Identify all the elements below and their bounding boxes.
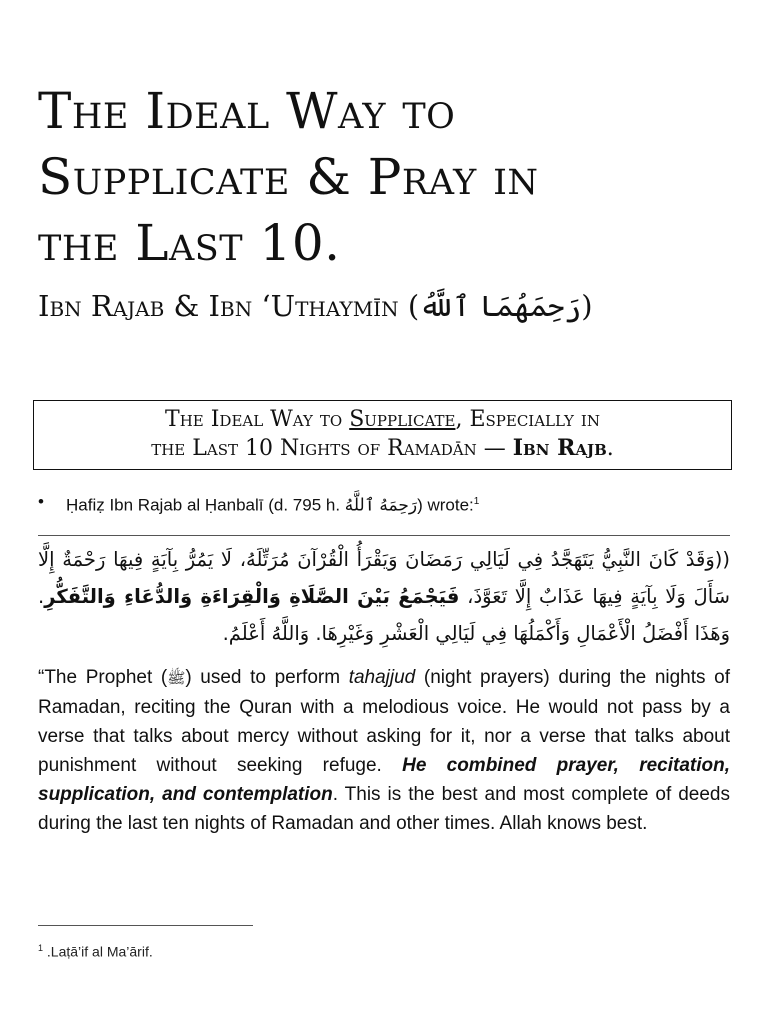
translation-part-2: ) used to perform [185,667,349,688]
title-line-3: the Last 10. [38,214,341,272]
document-subtitle [38,286,738,326]
footnote [38,938,153,962]
salawat-glyph: ﷺ [167,669,186,687]
arabic-text-1: ((وَقَدْ كَانَ النَّبِيُّ يَتَهَجَّدُ فِي لَيَالِي رَمَضَانَ وَيَقْرَأُ الْقُرْآنَ مُرَتِّلَهُ، لَا يَمُرُّ بِآيَةٍ فِيهَا رَحْمَةٌ إِلَّا سَأَلَ وَلَا بِآيَةٍ فِيهَا عَذَابٌ إِلَّا تَعَوَّذَ، [38,548,730,608]
footnote-divider [38,925,253,926]
translation-part-3: (night prayers) during the nights of Ramadan, reciting the Quran with a melodious voice. He would not pass by a verse that talks about mercy without asking for it, nor a verse that talks about punishment without seeking refuge. [38,667,731,776]
title-line-1: The Ideal Way to [38,82,456,140]
translation-emphasis: He combined prayer, recitation, supplication, and contemplation [38,755,730,805]
title-line-2: Supplicate & Pray in [38,148,539,206]
footnote-text: .Laṭā’if al Ma’ārif. [43,943,153,960]
bullet-marker: • [38,492,44,511]
english-translation [38,663,730,838]
footnote-number: 1 [38,943,44,953]
translation-part-4: . This is the best and most complete of deeds during the last ten nights of Ramadan and other times. Allah knows best. [38,784,730,834]
boxed-section-heading [33,400,732,470]
horizontal-divider [38,535,730,536]
translation-part-1: “The Prophet ( [38,667,168,688]
arabic-quote [38,541,730,652]
heading-part-3: the Last 10 Nights of Ramadān — [151,436,513,461]
heading-part-2: , Especially in [455,407,600,432]
arabic-bold-text: فَيَجْمَعُ بَيْنَ الصَّلَاةِ وَالْقِرَاءَةِ وَالدُّعَاءِ وَالتَّفَكُّرِ [44,585,460,608]
subtitle-authors: Ibn Rajab & Ibn ‘Uthaymīn [38,289,399,323]
heading-part-1: The Ideal Way to [165,407,350,432]
arabic-text-2: . وَهَذَا أَفْضَلُ الْأَعْمَالِ وَأَكْمَلُهَا فِي لَيَالِي الْعَشْرِ وَغَيْرِهَا. وَاللَّهُ أَعْلَمُ. [38,585,730,645]
translation-italic-term: tahajjud [348,667,416,688]
heading-bold-author: Ibn Rajb [512,435,607,461]
heading-underlined-word: Supplicate [349,407,456,432]
heading-part-4: . [606,436,614,461]
footnote-reference[interactable]: 1 [473,496,480,507]
subtitle-honorific: (رَحِمَهُمَا ٱللَّهُ) [407,289,593,323]
document-title [38,78,738,276]
bullet-text [66,490,479,518]
bullet-text-body: Ḥafiẓ Ibn Rajab al Ḥanbalī (d. 795 h. رَحِمَهُ ٱللَّهُ) wrote: [66,495,474,515]
